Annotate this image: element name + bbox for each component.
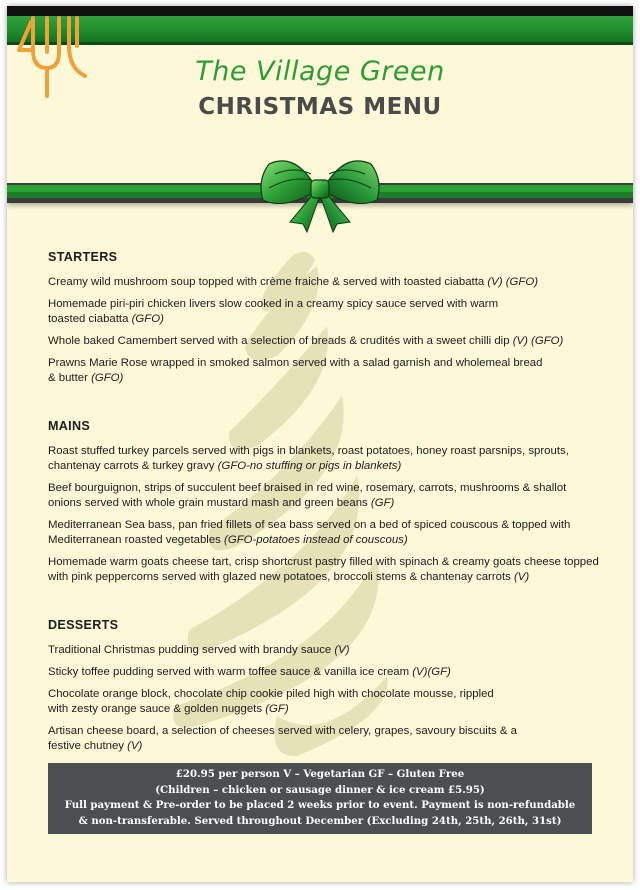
top-green-band: [7, 16, 633, 42]
list-item: Roast stuffed turkey parcels served with pigs in blankets, roast potatoes, honey roast parsnips, sprouts, chantenay carrots & turkey gravy (GFO-no stuffing or pigs in blankets): [48, 445, 569, 472]
top-green-band-edge: [7, 42, 633, 45]
starters-heading: STARTERS: [48, 250, 118, 264]
list-item: Artisan cheese board, a selection of cheeses served with celery, grapes, savoury biscuits & a festive chutney (V): [48, 725, 517, 752]
menu-content: [48, 250, 608, 761]
list-item: Chocolate orange block, chocolate chip cookie piled high with chocolate mousse, rippled with zesty orange sauce & golden nuggets (GF): [48, 688, 494, 715]
price-line: £20.95 per person V – Vegetarian GF – Gluten Free: [175, 768, 465, 780]
list-item: Homemade piri-piri chicken livers slow cooked in a creamy spicy sauce served with warm toasted ciabatta (GFO): [48, 298, 499, 325]
list-item: Creamy wild mushroom soup topped with crème fraiche & served with toasted ciabatta (V) (GFO): [48, 276, 538, 288]
mains-heading: MAINS: [48, 419, 91, 433]
pricing-footer: [48, 763, 592, 834]
list-item: Traditional Christmas pudding served with brandy sauce (V): [48, 644, 350, 656]
service-dates-line: & non-transferable. Served throughout December (Excluding 24th, 25th, 26th, 31st): [78, 814, 562, 827]
list-item: Homemade warm goats cheese tart, crisp shortcrust pastry filled with spinach & creamy goats cheese topped with pink peppercorns served with glazed new potatoes, broccoli stems & chantenay carrots (V): [48, 556, 599, 583]
menu-title: CHRISTMAS MENU: [198, 94, 442, 120]
list-item: Prawns Marie Rose wrapped in smoked salmon served with a salad garnish and wholemeal bread & butter (GFO): [48, 357, 543, 384]
children-price-line: (Children – chicken or sausage dinner & ice cream £5.95): [155, 783, 485, 796]
menu-page: [7, 6, 633, 882]
bow-icon: [255, 144, 385, 234]
venue-name: The Village Green: [195, 56, 445, 87]
list-item: Mediterranean Sea bass, pan fried fillets of sea bass served on a bed of spiced couscous & topped with Mediterranean roasted vegetables (GFO-potatoes instead of couscous): [48, 519, 571, 546]
list-item: Beef bourguignon, strips of succulent beef braised in red wine, rosemary, carrots, mushrooms & shallot onions served with whole grain mustard mash and green beans (GF): [48, 482, 567, 509]
payment-terms-line: Full payment & Pre-order to be placed 2 weeks prior to event. Payment is non-refundable: [64, 799, 576, 811]
list-item: Whole baked Camembert served with a selection of breads & crudités with a sweet chilli dip (V) (GFO): [48, 335, 564, 347]
desserts-heading: DESSERTS: [48, 618, 119, 632]
list-item: Sticky toffee pudding served with warm toffee sauce & vanilla ice cream (V)(GF): [48, 666, 451, 678]
top-black-band: [7, 6, 633, 16]
